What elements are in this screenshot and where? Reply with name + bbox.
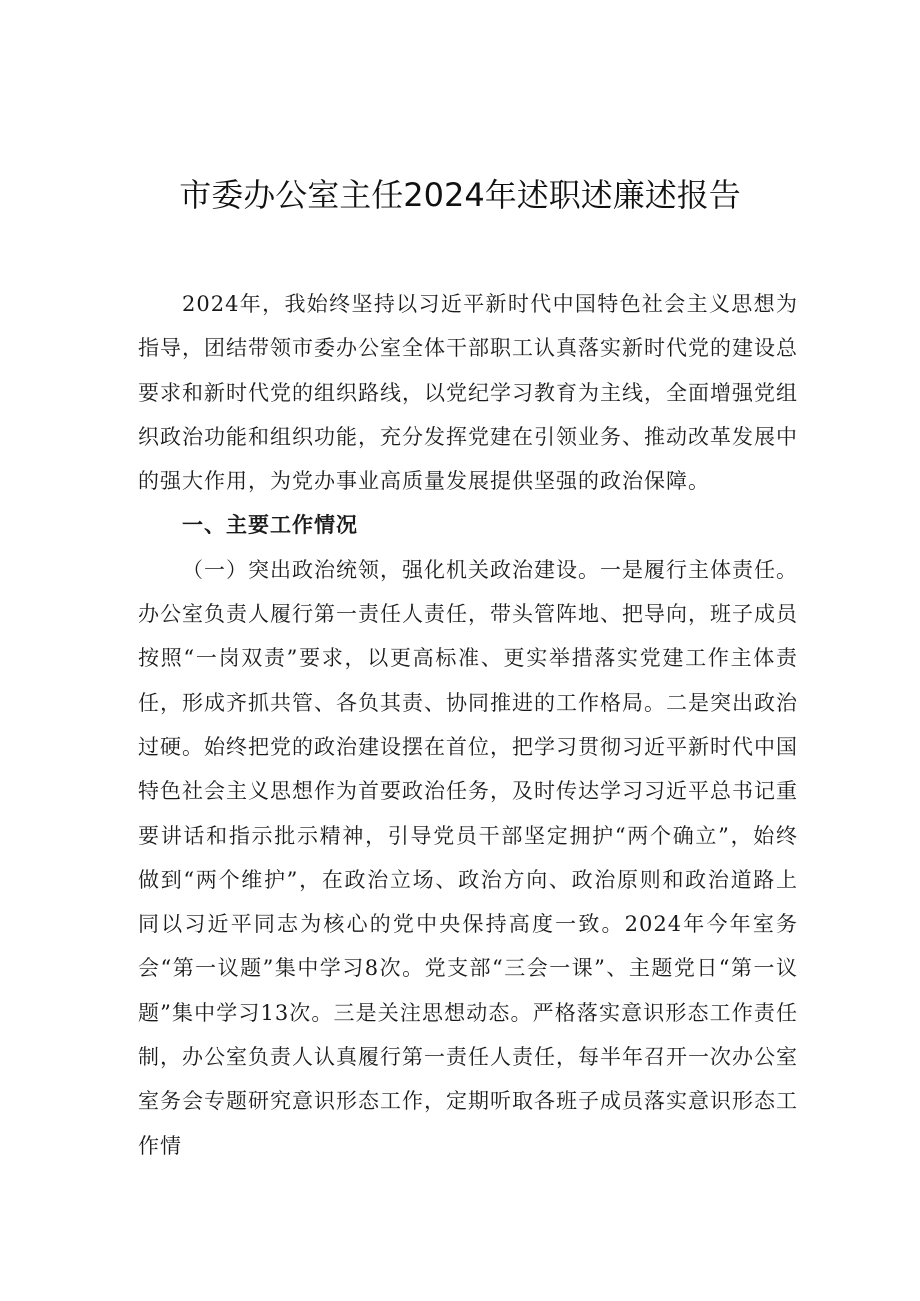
document-body bbox=[138, 282, 798, 1168]
section-paragraph: （一）突出政治统领，强化机关政治建设。一是履行主体责任。办公室负责人履行第一责任人责任，带头管阵地、把导向，班子成员按照“一岗双责”要求，以更高标准、更实举措落实党建工作主体责任，形成齐抓共管、各负其责、协同推进的工作格局。二是突出政治过硬。始终把党的政治建设摆在首位，把学习贯彻习近平新时代中国特色社会主义思想作为首要政治任务，及时传达学习习近平总书记重要讲话和指示批示精神，引导党员干部坚定拥护“两个确立”，始终做到“两个维护”，在政治立场、政治方向、政治原则和政治道路上同以习近平同志为核心的党中央保持高度一致。2024年今年室务会“第一议题”集中学习8次。党支部“三会一课”、主题党日“第一议题”集中学习13次。三是关注思想动态。严格落实意识形态工作责任制，办公室负责人认真履行第一责任人责任，每半年召开一次办公室室务会专题研究意识形态工作，定期听取各班子成员落实意识形态工作情 bbox=[138, 557, 798, 1158]
section-heading: 一、主要工作情况 bbox=[182, 513, 358, 538]
document-title: 市委办公室主任2024年述职述廉述报告 bbox=[179, 176, 741, 214]
intro-paragraph: 2024年，我始终坚持以习近平新时代中国特色社会主义思想为指导，团结带领市委办公室全体干部职工认真落实新时代党的建设总要求和新时代党的组织路线，以党纪学习教育为主线，全面增强党组织政治功能和组织功能，充分发挥党建在引领业务、推动改革发展中的强大作用，为党办事业高质量发展提供坚强的政治保障。 bbox=[138, 292, 798, 494]
